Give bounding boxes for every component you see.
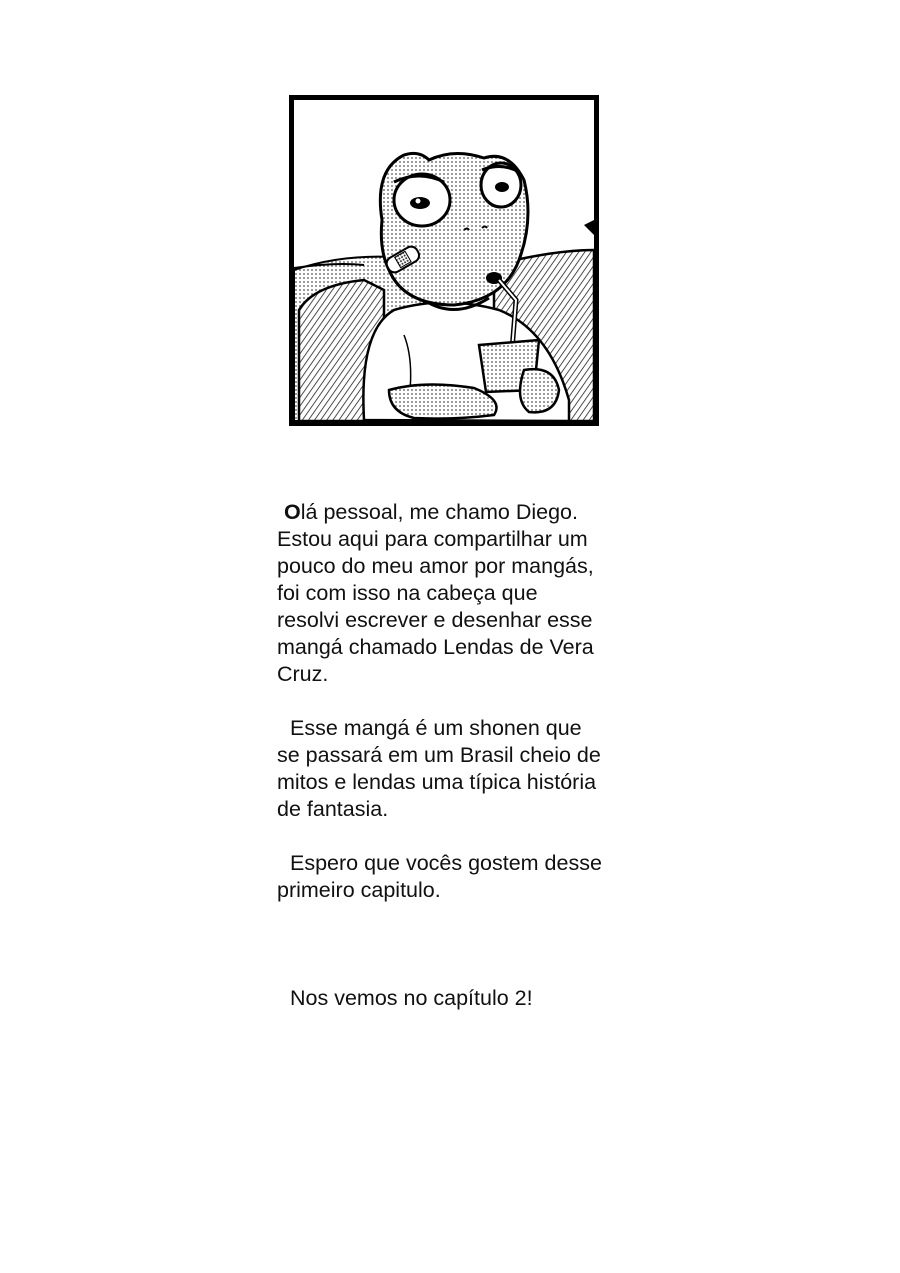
paragraph-2-line: de fantasia.: [277, 797, 389, 821]
paragraph-2-line: Esse mangá é um shonen que: [290, 716, 582, 740]
manga-panel-illustration: [289, 95, 599, 426]
intro-line: Estou aqui para compartilhar um: [277, 527, 588, 551]
intro-line: foi com isso na cabeça que: [277, 581, 538, 605]
intro-line: Cruz.: [277, 662, 329, 686]
paragraph-2-line: mitos e lendas uma típica história: [277, 770, 597, 794]
paragraph-2-line: se passará em um Brasil cheio de: [277, 743, 601, 767]
closing-line: Nos vemos no capítulo 2!: [290, 986, 533, 1010]
intro-line: resolvi escrever e desenhar esse: [277, 608, 593, 632]
intro-first-line: [277, 499, 637, 526]
paragraph-3-line: Espero que vocês gostem desse: [290, 851, 602, 875]
intro-line: pouco do meu amor por mangás,: [277, 554, 594, 578]
paragraph-3-line: primeiro capitulo.: [277, 878, 441, 902]
frog-character-drinking-icon: [294, 100, 594, 421]
drop-letter: O: [284, 500, 301, 524]
intro-text-block: [277, 499, 637, 1012]
intro-line: mangá chamado Lendas de Vera: [277, 635, 594, 659]
intro-first-line-rest: lá pessoal, me chamo Diego.: [300, 500, 578, 524]
